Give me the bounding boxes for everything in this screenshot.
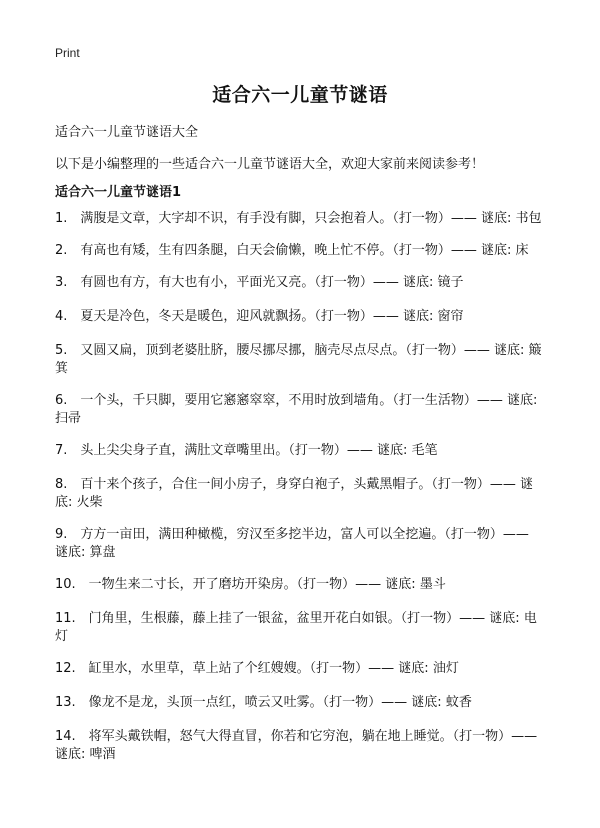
riddle-item: 9. 方方一亩田，满田种橄榄，穷汉至多挖半边，富人可以全挖遍。（打一物）—— 谜底: 算盘	[55, 527, 529, 560]
riddle-item: 10. 一物生来二寸长，开了磨坊开染房。（打一物）—— 谜底: 墨斗	[55, 577, 446, 592]
page-title: 适合六一儿童节谜语	[212, 84, 388, 106]
section-heading: 适合六一儿童节谜语1	[55, 185, 182, 200]
riddle-item: 7. 头上尖尖身子直，满肚文章嘴里出。（打一物）—— 谜底: 毛笔	[55, 443, 438, 458]
riddle-item: 14. 将军头戴铁帽，怒气大得直冒，你若和它穷泡，躺在地上睡觉。（打一物）—— 谜底: 啤酒	[55, 729, 538, 762]
riddle-item: 8. 百十来个孩子，合住一间小房子，身穿白袍子，头戴黑帽子。（打一物）—— 谜底: 火柴	[55, 477, 534, 510]
riddle-item: 12. 缸里水，水里草，草上站了个红嫂嫂。（打一物）—— 谜底: 油灯	[55, 661, 459, 676]
print-label: Print	[55, 46, 80, 60]
riddle-item: 4. 夏天是冷色，冬天是暖色，迎风就飘扬。（打一物）—— 谜底: 窗帘	[55, 309, 464, 324]
riddle-item: 2. 有高也有矮，生有四条腿，白天会偷懒，晚上忙不停。（打一物）—— 谜底: 床	[55, 243, 529, 258]
riddle-item: 5. 又圆又扁，顶到老婆肚脐，腰尽挪尽挪，脑壳尽点尽点。（打一物）—— 谜底: 簸箕	[55, 343, 542, 376]
riddle-item: 1. 满腹是文章，大字却不识，有手没有脚，只会抱着人。（打一物）—— 谜底: 书包	[55, 211, 542, 226]
subtitle: 适合六一儿童节谜语大全	[55, 125, 199, 140]
riddle-item: 13. 像龙不是龙，头顶一点红，喷云又吐雾。（打一物）—— 谜底: 蚊香	[55, 695, 472, 710]
riddle-item: 3. 有圆也有方，有大也有小，平面光又亮。（打一物）—— 谜底: 镜子	[55, 275, 464, 290]
riddle-item: 11. 门角里，生根藤，藤上挂了一银盆，盆里开花白如银。（打一物）—— 谜底: 电灯	[55, 611, 537, 644]
riddle-item: 6. 一个头，千只脚，要用它窸窸窣窣，不用时放到墙角。（打一生活物）—— 谜底: 扫帚	[55, 393, 538, 426]
intro-paragraph: 以下是小编整理的一些适合六一儿童节谜语大全，欢迎大家前来阅读参考！	[55, 157, 485, 172]
riddle-list	[55, 210, 545, 778]
